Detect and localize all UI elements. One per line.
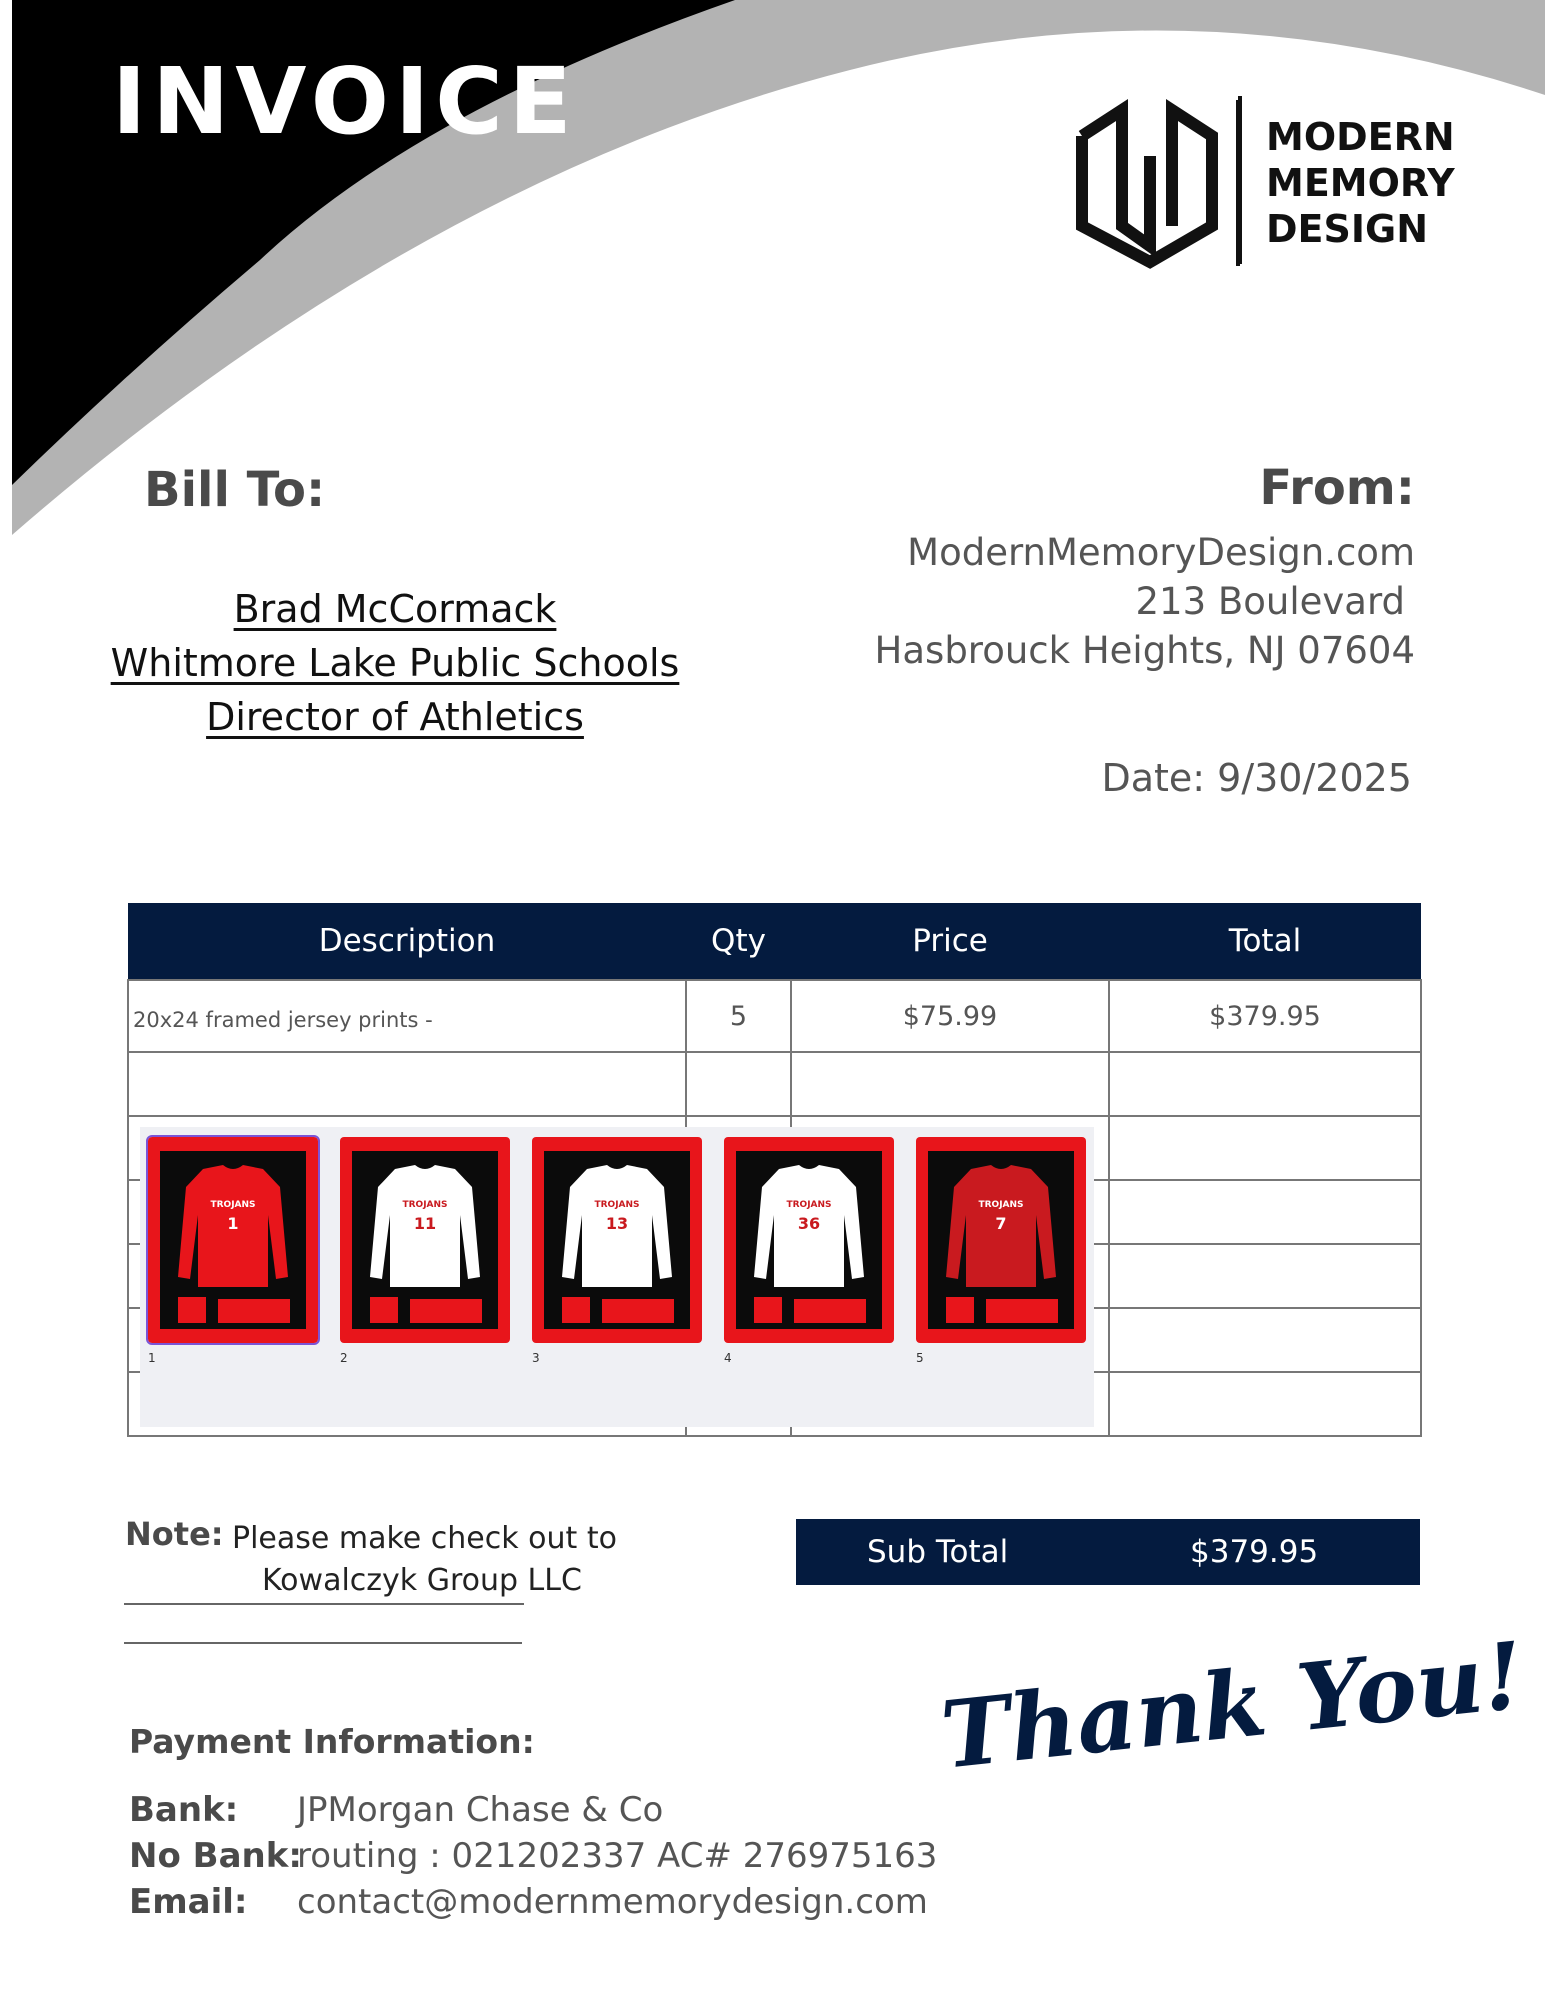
thank-you-script [930,1621,1529,1790]
jersey-4-image [724,1137,894,1343]
email-value[interactable]: contact@modernmemorydesign.com [297,1882,928,1922]
jersey-1-team: TROJANS [210,1200,256,1210]
table-row [128,980,1421,1052]
jersey-1-image [148,1137,318,1343]
jersey-4-number: 36 [797,1214,821,1233]
jersey-5-image [916,1137,1086,1343]
from-label: From: [1259,460,1415,516]
table-header-row [128,903,1421,980]
jersey-index-5: 5 [916,1351,924,1365]
bank-label: Bank: [129,1790,239,1830]
note-line-2: Kowalczyk Group LLC [262,1563,582,1598]
jersey-2-image [340,1137,510,1343]
company-logo [1072,96,1455,266]
note-underline-1 [124,1603,524,1605]
jersey-3-team: TROJANS [594,1200,640,1210]
table-row-empty [128,1052,1421,1116]
logo-line-2: MEMORY [1266,161,1455,205]
column-header-price: Price [791,903,1109,980]
row-description: 20x24 framed jersey prints - [128,980,686,1052]
thank-you-text: Thank You! [936,1621,1529,1790]
logo-line-3: DESIGN [1266,207,1429,251]
bank-value: JPMorgan Chase & Co [297,1790,664,1830]
from-details [875,528,1415,675]
jersey-2-number: 11 [413,1214,437,1233]
column-header-qty: Qty [686,903,791,980]
subtotal-bar [796,1519,1420,1585]
logo-mark-icon [1072,96,1222,266]
bill-to-organization: Whitmore Lake Public Schools [110,641,680,685]
row-qty: 5 [686,980,791,1052]
email-label: Email: [129,1882,248,1922]
jersey-1-number: 1 [227,1214,239,1233]
invoice-date: Date: 9/30/2025 [1101,756,1412,800]
jersey-frame-5[interactable] [916,1137,1086,1343]
note-label: Note: [125,1515,224,1553]
payment-info-title: Payment Information: [129,1722,535,1761]
jersey-4-team: TROJANS [786,1200,832,1210]
from-website: ModernMemoryDesign.com [907,531,1415,574]
jersey-index-1: 1 [148,1351,156,1365]
from-street: 213 Boulevard [1135,580,1405,623]
bill-to-label: Bill To: [144,462,326,518]
jersey-frame-1[interactable] [148,1137,318,1343]
column-header-description: Description [128,903,686,980]
note-line-1: Please make check out to [232,1521,617,1556]
jersey-index-2: 2 [340,1351,348,1365]
jersey-frame-4[interactable] [724,1137,894,1343]
jersey-3-number: 13 [605,1214,629,1233]
note-text [232,1518,632,1602]
row-total: $379.95 [1109,980,1421,1052]
nobank-value: routing : 021202337 AC# 276975163 [297,1836,938,1876]
jersey-frame-2[interactable] [340,1137,510,1343]
jersey-index-4: 4 [724,1351,732,1365]
from-city: Hasbrouck Heights, NJ 07604 [874,629,1415,672]
subtotal-value: $379.95 [1190,1534,1319,1570]
logo-line-1: MODERN [1266,115,1455,159]
jersey-5-number: 7 [995,1214,1007,1233]
bill-to-details [90,582,700,744]
column-header-total: Total [1109,903,1421,980]
subtotal-label: Sub Total [867,1534,1009,1570]
jersey-prints-gallery [140,1127,1094,1427]
jersey-frame-3[interactable] [532,1137,702,1343]
jersey-2-team: TROJANS [402,1200,448,1210]
jersey-index-3: 3 [532,1351,540,1365]
jersey-3-image [532,1137,702,1343]
jersey-5-team: TROJANS [978,1200,1024,1210]
bill-to-name: Brad McCormack [233,587,557,631]
invoice-title: INVOICE [112,48,578,155]
row-price: $75.99 [791,980,1109,1052]
nobank-label: No Bank: [129,1836,302,1876]
note-underline-2 [124,1642,522,1644]
bill-to-role: Director of Athletics [206,695,584,739]
